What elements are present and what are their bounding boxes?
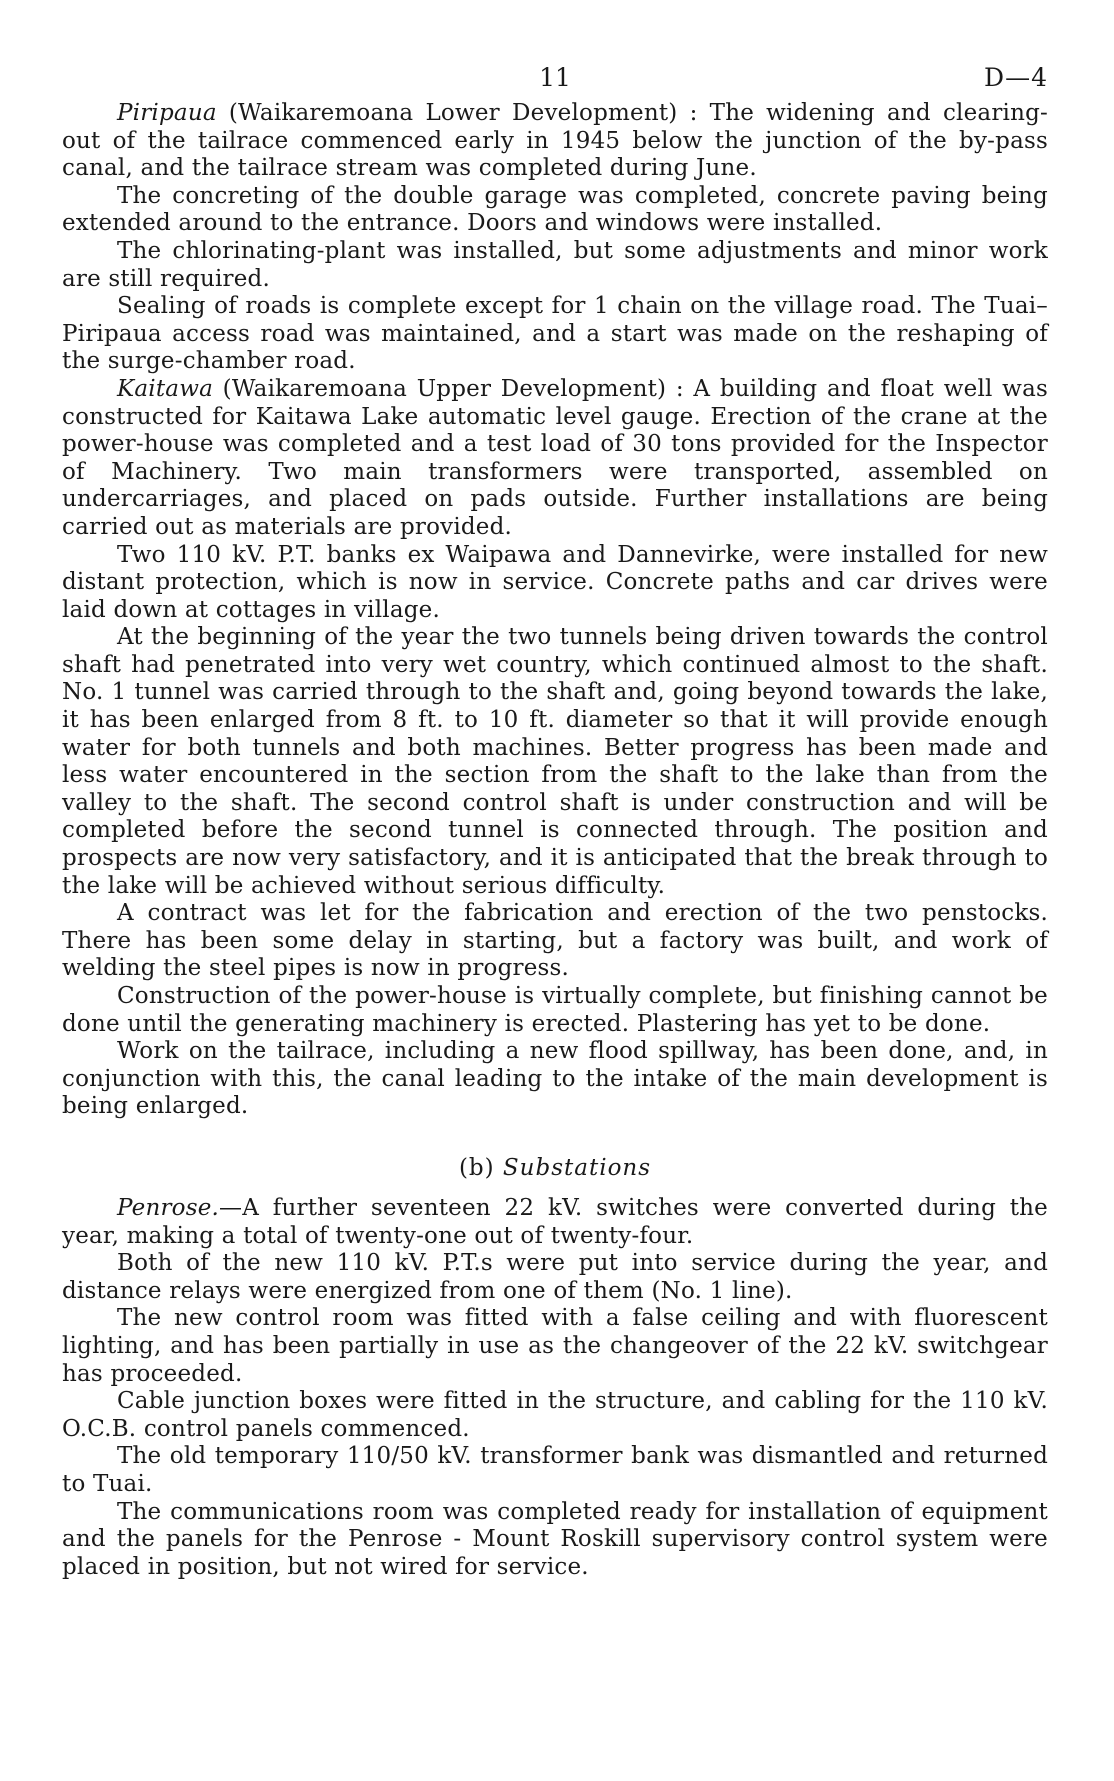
paragraph-lead: Piripaua xyxy=(117,100,217,126)
page-number: 11 xyxy=(539,63,571,92)
paragraph xyxy=(62,1499,1048,1582)
paragraph-text: Work on the tailrace, including a new flood spillway, has been done, and, in conjunction with this, the canal leading to the intake of the main development is being enlarged. xyxy=(62,1038,1048,1120)
document-reference: D—4 xyxy=(984,63,1048,92)
section-a-body xyxy=(62,100,1048,1121)
paragraph xyxy=(62,542,1048,625)
paragraph-text: The new control room was fitted with a false ceiling and with fluorescent lighting, and has been partially in use as the changeover of the 22 kV. switchgear has proceeded. xyxy=(62,1305,1048,1387)
section-b-body xyxy=(62,1195,1048,1581)
paragraph-text: (Waikaremoana Upper Development) : A building and float well was constructed for Kaitawa Lake automatic level gauge. Erection of the crane at the power-house was completed and a test load of 30 tons provided for the Inspector of Machinery. Two main transformers were transported, assembled on undercarriages, and placed on pads outside. Further installations are being carried out as materials are provided. xyxy=(62,375,1048,540)
paragraph-text: The communications room was completed ready for installation of equipment and the panels for the Penrose - Mount Roskill supervisory control system were placed in position, but not wired for service. xyxy=(62,1498,1048,1580)
paragraph xyxy=(62,238,1048,293)
paragraph xyxy=(62,1388,1048,1443)
paragraph-text: The old temporary 110/50 kV. transformer bank was dismantled and returned to Tuai. xyxy=(62,1443,1048,1497)
paragraph-text: Both of the new 110 kV. P.T.s were put into service during the year, and distance relays were energized from one of them (No. 1 line). xyxy=(62,1250,1048,1304)
paragraph xyxy=(62,1038,1048,1121)
document-page xyxy=(62,0,1048,1581)
section-marker: (b) xyxy=(458,1154,495,1181)
paragraph xyxy=(62,624,1048,900)
section-heading-substations xyxy=(62,1155,1048,1181)
paragraph-text: The chlorinating-plant was installed, but some adjustments and minor work are still required. xyxy=(62,237,1048,292)
paragraph xyxy=(62,293,1048,376)
page-header xyxy=(62,0,1048,100)
paragraph-text: Cable junction boxes were fitted in the structure, and cabling for the 110 kV. O.C.B. control panels commenced. xyxy=(62,1388,1048,1442)
paragraph-text: Sealing of roads is complete except for 1 chain on the village road. The Tuai–Piripaua access road was maintained, and a start was made on the reshaping of the surge-chamber road. xyxy=(62,293,1048,375)
paragraph xyxy=(62,1305,1048,1388)
paragraph xyxy=(62,1250,1048,1305)
paragraph xyxy=(62,900,1048,983)
paragraph-text: (Waikaremoana Lower Development) : The widening and clearing-out of the tailrace commenced early in 1945 below the junction of the by-pass canal, and the tailrace stream was completed during June. xyxy=(62,100,1048,182)
section-title: Substations xyxy=(502,1154,652,1181)
paragraph-lead: Penrose. xyxy=(117,1194,220,1221)
paragraph-text: Two 110 kV. P.T. banks ex Waipawa and Dannevirke, were installed for new distant protection, which is now in service. Concrete paths and car drives were laid down at cottages in village. xyxy=(62,541,1048,623)
paragraph xyxy=(62,376,1048,542)
paragraph-text: At the beginning of the year the two tunnels being driven towards the control shaft had penetrated into very wet country, which continued almost to the shaft. No. 1 tunnel was carried through to the shaft and, going beyond towards the lake, it has been enlarged from 8 ft. to 10 ft. diameter so that it will provide enough water for both tunnels and both machines. Better progress has been made and less water encountered in the section from the shaft to the lake than from the valley to the shaft. The second control shaft is under construction and will be completed before the second tunnel is connected through. The position and prospects are now very satisfactory, and it is anticipated that the break through to the lake will be achieved without serious difficulty. xyxy=(62,624,1048,899)
paragraph xyxy=(62,100,1048,183)
paragraph-text: Construction of the power-house is virtually complete, but finishing cannot be done until the generating machinery is erected. Plastering has yet to be done. xyxy=(62,983,1048,1037)
paragraph-text: —A further seventeen 22 kV. switches were converted during the year, making a total of twenty-one out of twenty-four. xyxy=(62,1194,1048,1249)
paragraph xyxy=(62,1195,1048,1250)
paragraph xyxy=(62,183,1048,238)
paragraph xyxy=(62,983,1048,1038)
paragraph xyxy=(62,1443,1048,1498)
paragraph-text: The concreting of the double garage was completed, concrete paving being extended around to the entrance. Doors and windows were installed. xyxy=(62,182,1048,237)
paragraph-text: A contract was let for the fabrication and erection of the two penstocks. There has been some delay in starting, but a factory was built, and work of welding the steel pipes is now in progress. xyxy=(62,900,1048,982)
paragraph-lead: Kaitawa xyxy=(117,375,214,402)
